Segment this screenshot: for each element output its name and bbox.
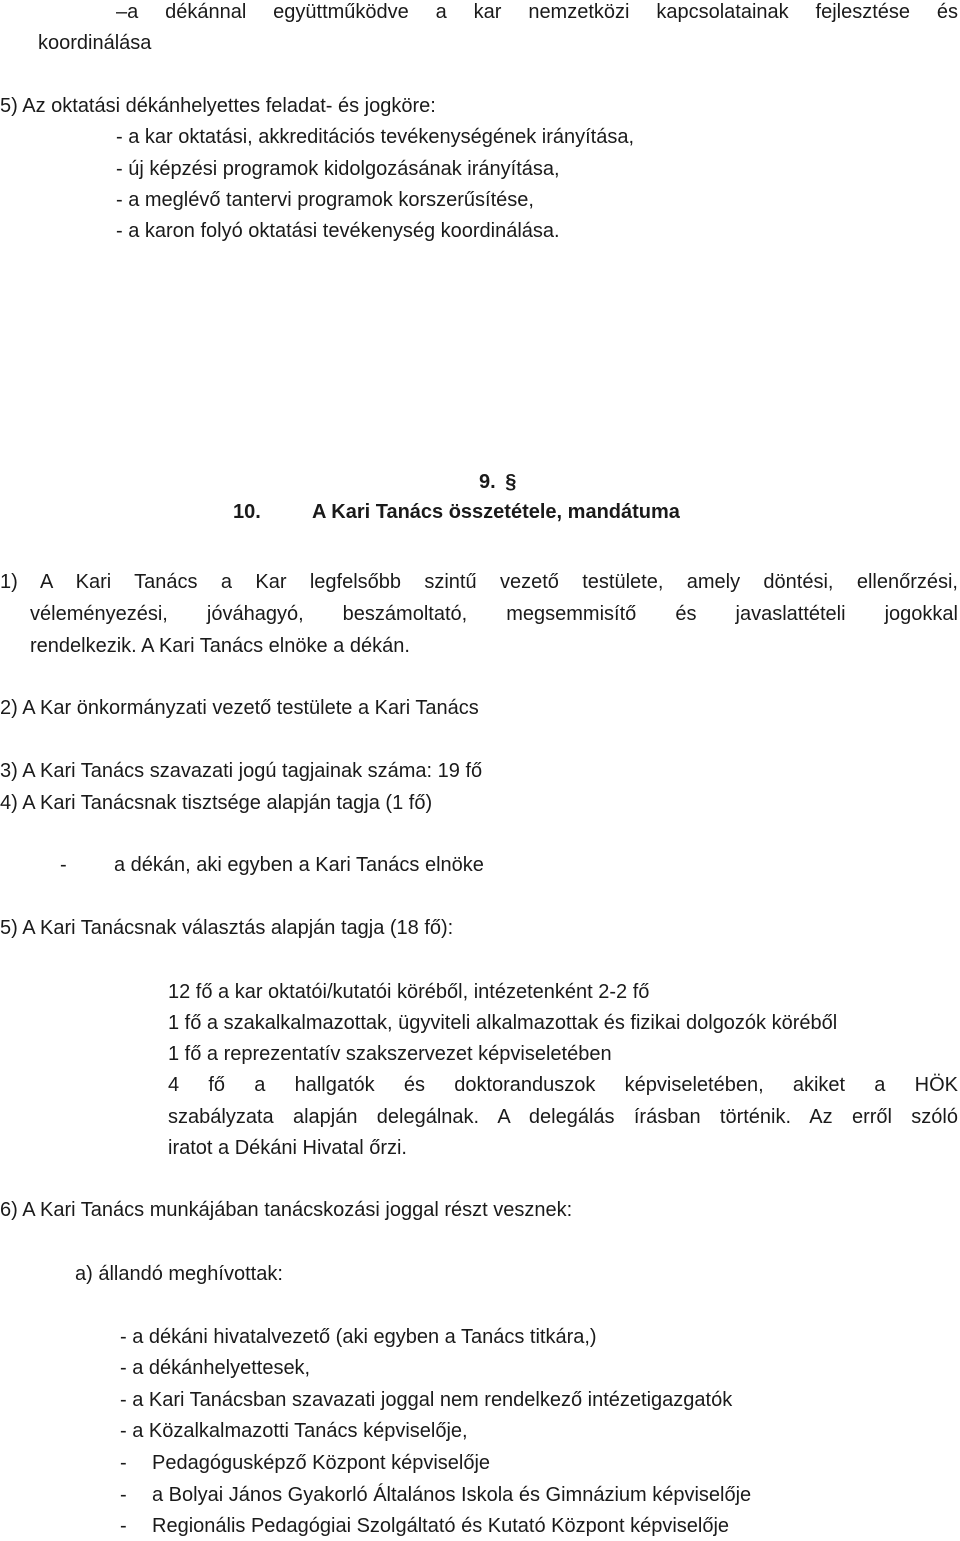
p5-item-line-3: iratot a Dékáni Hivatal őrzi. — [168, 1137, 407, 1159]
p5-item-line-1: 4 fő a hallgatók és doktoranduszok képviseletében, akiket a HÖK — [168, 1074, 958, 1096]
p6a-item: - a dékáni hivatalvezető (aki egyben a Tanács titkára,) — [120, 1326, 597, 1348]
p6a-item2-dash: - — [120, 1452, 127, 1474]
p6a-item2-text: Pedagógusképző Központ képviselője — [152, 1452, 491, 1474]
prev-sec5-item: - a karon folyó oktatási tevékenység koordinálása. — [116, 220, 560, 242]
top-line-1: –a dékánnal együttműködve a kar nemzetközi kapcsolatainak fejlesztése és — [116, 1, 958, 23]
p4-item-text: a dékán, aki egyben a Kari Tanács elnöke — [114, 854, 484, 876]
p3: 3) A Kari Tanács szavazati jogú tagjainak száma: 19 fő — [0, 760, 483, 782]
p1-line-1: 1) A Kari Tanács a Kar legfelsőbb szintű vezető testülete, amely döntési, ellenőrzési, — [0, 571, 958, 593]
p6a-item: - a Kari Tanácsban szavazati joggal nem rendelkező intézetigazgatók — [120, 1389, 733, 1411]
p6a-item2-dash: - — [120, 1515, 127, 1537]
p4-item-dash: - — [60, 854, 67, 876]
p5-item: 12 fő a kar oktatói/kutatói köréből, intézetenként 2-2 fő — [168, 981, 650, 1003]
p6a-item2-dash: - — [120, 1484, 127, 1506]
prev-sec5-item: - a meglévő tantervi programok korszerűsítése, — [116, 189, 534, 211]
section-number: 9. — [479, 471, 496, 493]
p6a-item: - a dékánhelyettesek, — [120, 1357, 311, 1379]
p2: 2) A Kar önkormányzati vezető testülete a Kari Tanács — [0, 697, 479, 719]
p1-line-3: rendelkezik. A Kari Tanács elnöke a dékán. — [30, 635, 410, 657]
p5-item-line-2: szabályzata alapján delegálnak. A delegálás írásban történik. Az erről szóló — [168, 1106, 958, 1128]
p6a-item: - a Közalkalmazotti Tanács képviselője, — [120, 1420, 468, 1442]
p4: 4) A Kari Tanácsnak tisztsége alapján tagja (1 fő) — [0, 792, 433, 814]
p5: 5) A Kari Tanácsnak választás alapján tagja (18 fő): — [0, 917, 454, 939]
prev-sec5-item: - a kar oktatási, akkreditációs tevékenységének irányítása, — [116, 126, 635, 148]
section-number-10: 10. — [233, 501, 261, 523]
prev-sec5-item: - új képzési programok kidolgozásának irányítása, — [116, 158, 560, 180]
section-number-9 — [479, 470, 516, 494]
paragraph-sign: § — [505, 471, 517, 493]
top-line-2: koordinálása — [38, 32, 152, 54]
p5-item: 1 fő a reprezentatív szakszervezet képviseletében — [168, 1043, 612, 1065]
p1-line-2: véleményezési, jóváhagyó, beszámoltató, megsemmisítő és javaslattételi jogokkal — [30, 603, 958, 625]
p5-item: 1 fő a szakalkalmazottak, ügyviteli alkalmazottak és fizikai dolgozók köréből — [168, 1012, 838, 1034]
p6a-item2-text: a Bolyai János Gyakorló Általános Iskola és Gimnázium képviselője — [152, 1484, 752, 1506]
p6: 6) A Kari Tanács munkájában tanácskozási joggal részt vesznek: — [0, 1199, 573, 1221]
p6a-heading: a) állandó meghívottak: — [75, 1263, 283, 1285]
section-title: A Kari Tanács összetétele, mandátuma — [312, 501, 680, 523]
p6a-item2-text: Regionális Pedagógiai Szolgáltató és Kutató Központ képviselője — [152, 1515, 730, 1537]
prev-sec5-heading: 5) Az oktatási dékánhelyettes feladat- és jogköre: — [0, 95, 436, 117]
